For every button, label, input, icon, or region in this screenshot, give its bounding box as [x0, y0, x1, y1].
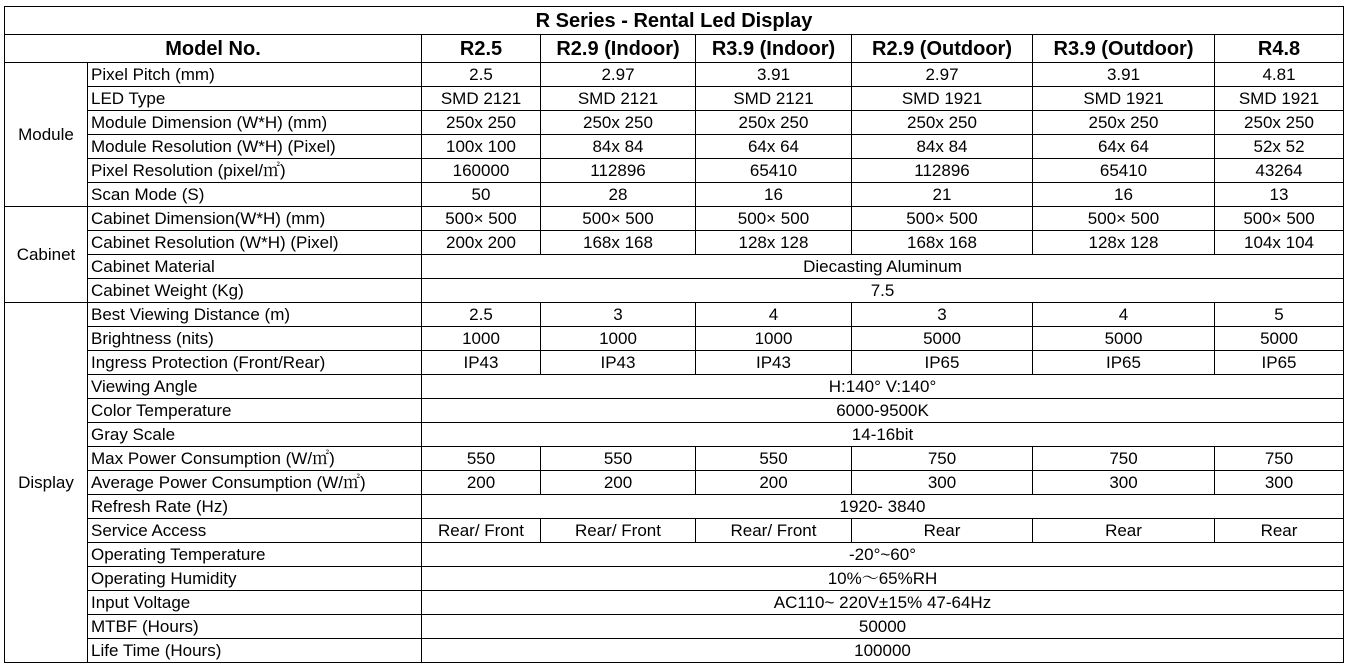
param-label: Module Dimension (W*H) (mm)	[88, 111, 422, 135]
value-cell: 500× 500	[1033, 207, 1215, 231]
value-cell: 16	[696, 183, 852, 207]
value-cell: 112896	[541, 159, 696, 183]
table-row	[5, 255, 1344, 279]
value-cell: 1000	[422, 327, 541, 351]
param-label: Input Voltage	[88, 591, 422, 615]
value-cell: 250x 250	[696, 111, 852, 135]
table-row	[5, 135, 1344, 159]
param-label: Max Power Consumption (W/㎡)	[88, 447, 422, 471]
header-row	[5, 35, 1344, 63]
value-cell: Rear	[1215, 519, 1344, 543]
value-cell: 168x 168	[541, 231, 696, 255]
value-cell: 128x 128	[696, 231, 852, 255]
table-row	[5, 303, 1344, 327]
param-label: Cabinet Weight (Kg)	[88, 279, 422, 303]
model-header-r3-9-outdoor: R3.9 (Outdoor)	[1033, 35, 1215, 63]
value-cell-all-models: -20°~60°	[422, 543, 1344, 567]
table-row	[5, 591, 1344, 615]
value-cell: 52x 52	[1215, 135, 1344, 159]
value-cell: 100x 100	[422, 135, 541, 159]
table-row	[5, 159, 1344, 183]
value-cell: 21	[852, 183, 1033, 207]
value-cell: 104x 104	[1215, 231, 1344, 255]
value-cell: SMD 2121	[696, 87, 852, 111]
param-label: Ingress Protection (Front/Rear)	[88, 351, 422, 375]
value-cell-all-models: 100000	[422, 639, 1344, 663]
value-cell: 200	[422, 471, 541, 495]
value-cell: 750	[852, 447, 1033, 471]
value-cell: 550	[696, 447, 852, 471]
value-cell: 43264	[1215, 159, 1344, 183]
value-cell: 4	[696, 303, 852, 327]
value-cell: 3.91	[1033, 63, 1215, 87]
value-cell: IP43	[422, 351, 541, 375]
value-cell-all-models: 1920- 3840	[422, 495, 1344, 519]
value-cell-all-models: H:140° V:140°	[422, 375, 1344, 399]
value-cell: Rear	[852, 519, 1033, 543]
value-cell: 250x 250	[422, 111, 541, 135]
group-label-display: Display	[5, 303, 88, 663]
group-label-module: Module	[5, 63, 88, 207]
value-cell: 200x 200	[422, 231, 541, 255]
value-cell: 5	[1215, 303, 1344, 327]
value-cell: 2.97	[852, 63, 1033, 87]
value-cell: Rear/ Front	[541, 519, 696, 543]
value-cell-all-models: 10%～65%RH	[422, 567, 1344, 591]
table-row	[5, 471, 1344, 495]
table-row	[5, 399, 1344, 423]
value-cell: 550	[541, 447, 696, 471]
value-cell: Rear/ Front	[422, 519, 541, 543]
table-row	[5, 111, 1344, 135]
value-cell: SMD 1921	[1033, 87, 1215, 111]
table-row	[5, 207, 1344, 231]
value-cell: 16	[1033, 183, 1215, 207]
value-cell: 500× 500	[422, 207, 541, 231]
value-cell: 128x 128	[1033, 231, 1215, 255]
value-cell: 64x 64	[696, 135, 852, 159]
value-cell-all-models: 6000-9500K	[422, 399, 1344, 423]
value-cell: 300	[852, 471, 1033, 495]
table-row	[5, 279, 1344, 303]
value-cell: 4	[1033, 303, 1215, 327]
value-cell: 300	[1033, 471, 1215, 495]
param-label: MTBF (Hours)	[88, 615, 422, 639]
table-row	[5, 543, 1344, 567]
param-label: Average Power Consumption (W/㎡)	[88, 471, 422, 495]
value-cell: 500× 500	[852, 207, 1033, 231]
value-cell: 3	[541, 303, 696, 327]
group-label-cabinet: Cabinet	[5, 207, 88, 303]
table-row	[5, 87, 1344, 111]
value-cell: SMD 2121	[422, 87, 541, 111]
param-label: Viewing Angle	[88, 375, 422, 399]
value-cell: Rear	[1033, 519, 1215, 543]
value-cell: 200	[696, 471, 852, 495]
value-cell: 28	[541, 183, 696, 207]
param-label: Brightness (nits)	[88, 327, 422, 351]
param-label: Pixel Resolution (pixel/㎡)	[88, 159, 422, 183]
value-cell: 3	[852, 303, 1033, 327]
value-cell: 5000	[1033, 327, 1215, 351]
param-label: Gray Scale	[88, 423, 422, 447]
value-cell: SMD 2121	[541, 87, 696, 111]
value-cell: 250x 250	[852, 111, 1033, 135]
value-cell: 500× 500	[541, 207, 696, 231]
model-header-r2-5: R2.5	[422, 35, 541, 63]
param-label: Cabinet Resolution (W*H) (Pixel)	[88, 231, 422, 255]
value-cell: IP65	[1215, 351, 1344, 375]
value-cell-all-models: AC110~ 220V±15% 47-64Hz	[422, 591, 1344, 615]
table-row	[5, 519, 1344, 543]
value-cell-all-models: 7.5	[422, 279, 1344, 303]
table-title: R Series - Rental Led Display	[5, 7, 1344, 35]
value-cell: 160000	[422, 159, 541, 183]
param-label: Operating Temperature	[88, 543, 422, 567]
value-cell: Rear/ Front	[696, 519, 852, 543]
value-cell: 84x 84	[541, 135, 696, 159]
value-cell: 1000	[696, 327, 852, 351]
value-cell: 5000	[852, 327, 1033, 351]
value-cell: SMD 1921	[852, 87, 1033, 111]
param-label: Cabinet Dimension(W*H) (mm)	[88, 207, 422, 231]
value-cell: 112896	[852, 159, 1033, 183]
param-label: Service Access	[88, 519, 422, 543]
model-header-r2-9-indoor: R2.9 (Indoor)	[541, 35, 696, 63]
value-cell: 250x 250	[1215, 111, 1344, 135]
value-cell: IP65	[1033, 351, 1215, 375]
model-header-r2-9-outdoor: R2.9 (Outdoor)	[852, 35, 1033, 63]
value-cell: 64x 64	[1033, 135, 1215, 159]
param-label: Scan Mode (S)	[88, 183, 422, 207]
table-row	[5, 231, 1344, 255]
param-label: Operating Humidity	[88, 567, 422, 591]
value-cell: 168x 168	[852, 231, 1033, 255]
table-row	[5, 447, 1344, 471]
model-no-header: Model No.	[5, 35, 422, 63]
value-cell: 2.5	[422, 303, 541, 327]
value-cell: 2.5	[422, 63, 541, 87]
table-row	[5, 423, 1344, 447]
value-cell: IP43	[541, 351, 696, 375]
value-cell: 500× 500	[1215, 207, 1344, 231]
table-row	[5, 351, 1344, 375]
table-row	[5, 63, 1344, 87]
title-row	[5, 7, 1344, 35]
value-cell: 4.81	[1215, 63, 1344, 87]
spec-table	[4, 6, 1344, 663]
table-row	[5, 615, 1344, 639]
value-cell: 200	[541, 471, 696, 495]
value-cell: 250x 250	[541, 111, 696, 135]
param-label: Pixel Pitch (mm)	[88, 63, 422, 87]
value-cell-all-models: Diecasting Aluminum	[422, 255, 1344, 279]
value-cell: 3.91	[696, 63, 852, 87]
value-cell: 2.97	[541, 63, 696, 87]
value-cell: 84x 84	[852, 135, 1033, 159]
table-row	[5, 183, 1344, 207]
value-cell: 250x 250	[1033, 111, 1215, 135]
table-row	[5, 567, 1344, 591]
table-row	[5, 639, 1344, 663]
value-cell: 1000	[541, 327, 696, 351]
spec-body	[5, 63, 1344, 663]
value-cell: SMD 1921	[1215, 87, 1344, 111]
value-cell: 750	[1033, 447, 1215, 471]
param-label: Module Resolution (W*H) (Pixel)	[88, 135, 422, 159]
value-cell: 5000	[1215, 327, 1344, 351]
value-cell: 50	[422, 183, 541, 207]
value-cell: 750	[1215, 447, 1344, 471]
param-label: Life Time (Hours)	[88, 639, 422, 663]
value-cell: 65410	[696, 159, 852, 183]
table-row	[5, 327, 1344, 351]
value-cell-all-models: 14-16bit	[422, 423, 1344, 447]
value-cell: 13	[1215, 183, 1344, 207]
value-cell: IP43	[696, 351, 852, 375]
value-cell: IP65	[852, 351, 1033, 375]
model-header-r3-9-indoor: R3.9 (Indoor)	[696, 35, 852, 63]
value-cell: 65410	[1033, 159, 1215, 183]
param-label: Best Viewing Distance (m)	[88, 303, 422, 327]
value-cell-all-models: 50000	[422, 615, 1344, 639]
table-row	[5, 375, 1344, 399]
param-label: Refresh Rate (Hz)	[88, 495, 422, 519]
param-label: Cabinet Material	[88, 255, 422, 279]
value-cell: 300	[1215, 471, 1344, 495]
param-label: LED Type	[88, 87, 422, 111]
value-cell: 550	[422, 447, 541, 471]
table-row	[5, 495, 1344, 519]
param-label: Color Temperature	[88, 399, 422, 423]
model-header-r4-8: R4.8	[1215, 35, 1344, 63]
value-cell: 500× 500	[696, 207, 852, 231]
